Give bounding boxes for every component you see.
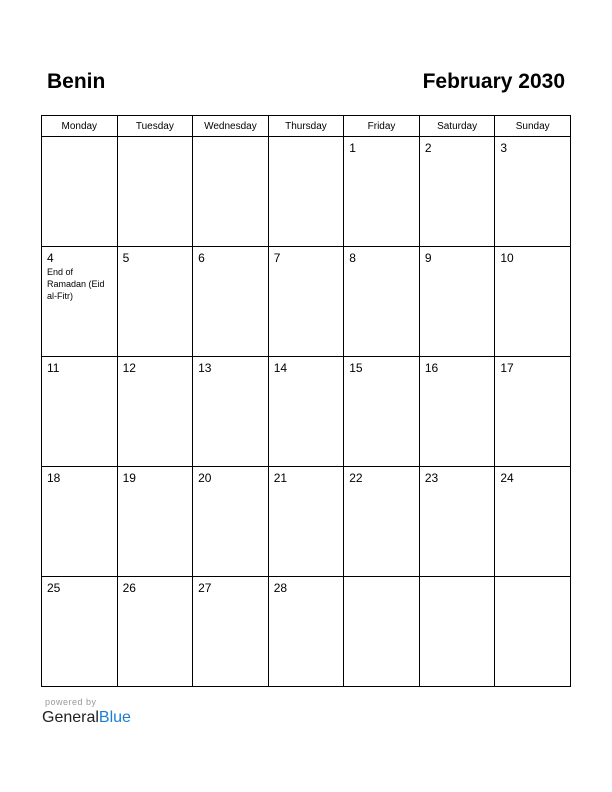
day-number: 6	[198, 251, 205, 265]
day-cell[interactable]	[193, 467, 269, 577]
day-number: 16	[424, 361, 439, 375]
day-cell	[268, 137, 344, 247]
day-cell[interactable]	[344, 467, 420, 577]
day-number: 18	[47, 471, 61, 485]
day-cell[interactable]	[42, 577, 118, 687]
day-cell[interactable]	[419, 357, 495, 467]
weekday-tuesday: Tuesday	[117, 116, 193, 137]
calendar-body	[42, 137, 571, 687]
day-number: 2	[424, 141, 432, 155]
day-number: 17	[500, 361, 514, 375]
day-number: 4	[47, 251, 54, 265]
day-cell[interactable]	[193, 577, 269, 687]
day-cell[interactable]	[117, 357, 193, 467]
day-cell[interactable]	[268, 357, 344, 467]
day-number: 27	[198, 581, 212, 595]
day-number: 22	[349, 471, 363, 485]
day-cell[interactable]	[419, 467, 495, 577]
day-number: 5	[122, 251, 130, 265]
day-cell[interactable]	[42, 247, 118, 357]
day-cell	[42, 137, 118, 247]
weekday-sunday: Sunday	[495, 116, 571, 137]
day-cell[interactable]	[495, 467, 571, 577]
weekday-monday: Monday	[42, 116, 118, 137]
week-row	[42, 357, 571, 467]
day-cell[interactable]	[268, 577, 344, 687]
weekday-saturday: Saturday	[419, 116, 495, 137]
day-number: 13	[198, 361, 212, 375]
day-cell[interactable]	[42, 467, 118, 577]
day-number: 8	[349, 251, 356, 265]
day-cell[interactable]	[344, 357, 420, 467]
day-cell[interactable]	[117, 467, 193, 577]
day-cell[interactable]	[495, 357, 571, 467]
day-number: 23	[424, 471, 439, 485]
day-number: 3	[500, 141, 508, 155]
day-cell	[419, 577, 495, 687]
day-number: 15	[349, 361, 363, 375]
day-cell[interactable]	[42, 357, 118, 467]
week-row	[42, 247, 571, 357]
day-number: 19	[122, 471, 136, 485]
day-cell	[344, 577, 420, 687]
day-number: 24	[500, 471, 514, 485]
day-cell[interactable]	[193, 247, 269, 357]
country-title: Benin	[47, 70, 106, 93]
week-row	[42, 577, 571, 687]
day-cell[interactable]	[344, 247, 420, 357]
day-number: 26	[122, 581, 136, 595]
day-number: 10	[500, 251, 514, 265]
day-number: 25	[47, 581, 61, 595]
weekday-thursday: Thursday	[268, 116, 344, 137]
day-number: 7	[273, 251, 281, 265]
day-cell	[117, 137, 193, 247]
day-cell[interactable]	[495, 137, 571, 247]
day-cell[interactable]	[268, 247, 344, 357]
powered-by-label: powered by	[45, 697, 97, 707]
week-row	[42, 137, 571, 247]
day-cell[interactable]	[344, 137, 420, 247]
day-cell[interactable]	[117, 247, 193, 357]
day-cell	[193, 137, 269, 247]
brand-logo-general: General	[42, 709, 99, 726]
day-cell	[495, 577, 571, 687]
month-year-title: February 2030	[422, 70, 565, 93]
day-cell[interactable]	[419, 247, 495, 357]
day-cell[interactable]	[193, 357, 269, 467]
weekday-header-row	[42, 116, 571, 137]
day-number: 21	[273, 471, 288, 485]
brand-logo-blue: Blue	[98, 709, 131, 726]
day-number: 20	[198, 471, 212, 485]
day-cell[interactable]	[117, 577, 193, 687]
day-number: 14	[273, 361, 288, 375]
day-cell[interactable]	[419, 137, 495, 247]
day-number: 11	[47, 361, 60, 375]
day-cell[interactable]	[268, 467, 344, 577]
brand-logo[interactable]	[42, 709, 131, 727]
day-cell[interactable]	[495, 247, 571, 357]
day-number: 9	[424, 251, 432, 265]
weekday-friday: Friday	[344, 116, 420, 137]
calendar-grid	[41, 115, 571, 687]
holiday-label: End of Ramadan (Eid al-Fitr)	[47, 267, 105, 301]
day-number: 1	[349, 141, 356, 155]
day-number: 28	[273, 581, 288, 595]
week-row	[42, 467, 571, 577]
weekday-wednesday: Wednesday	[193, 116, 269, 137]
day-number: 12	[122, 361, 136, 375]
